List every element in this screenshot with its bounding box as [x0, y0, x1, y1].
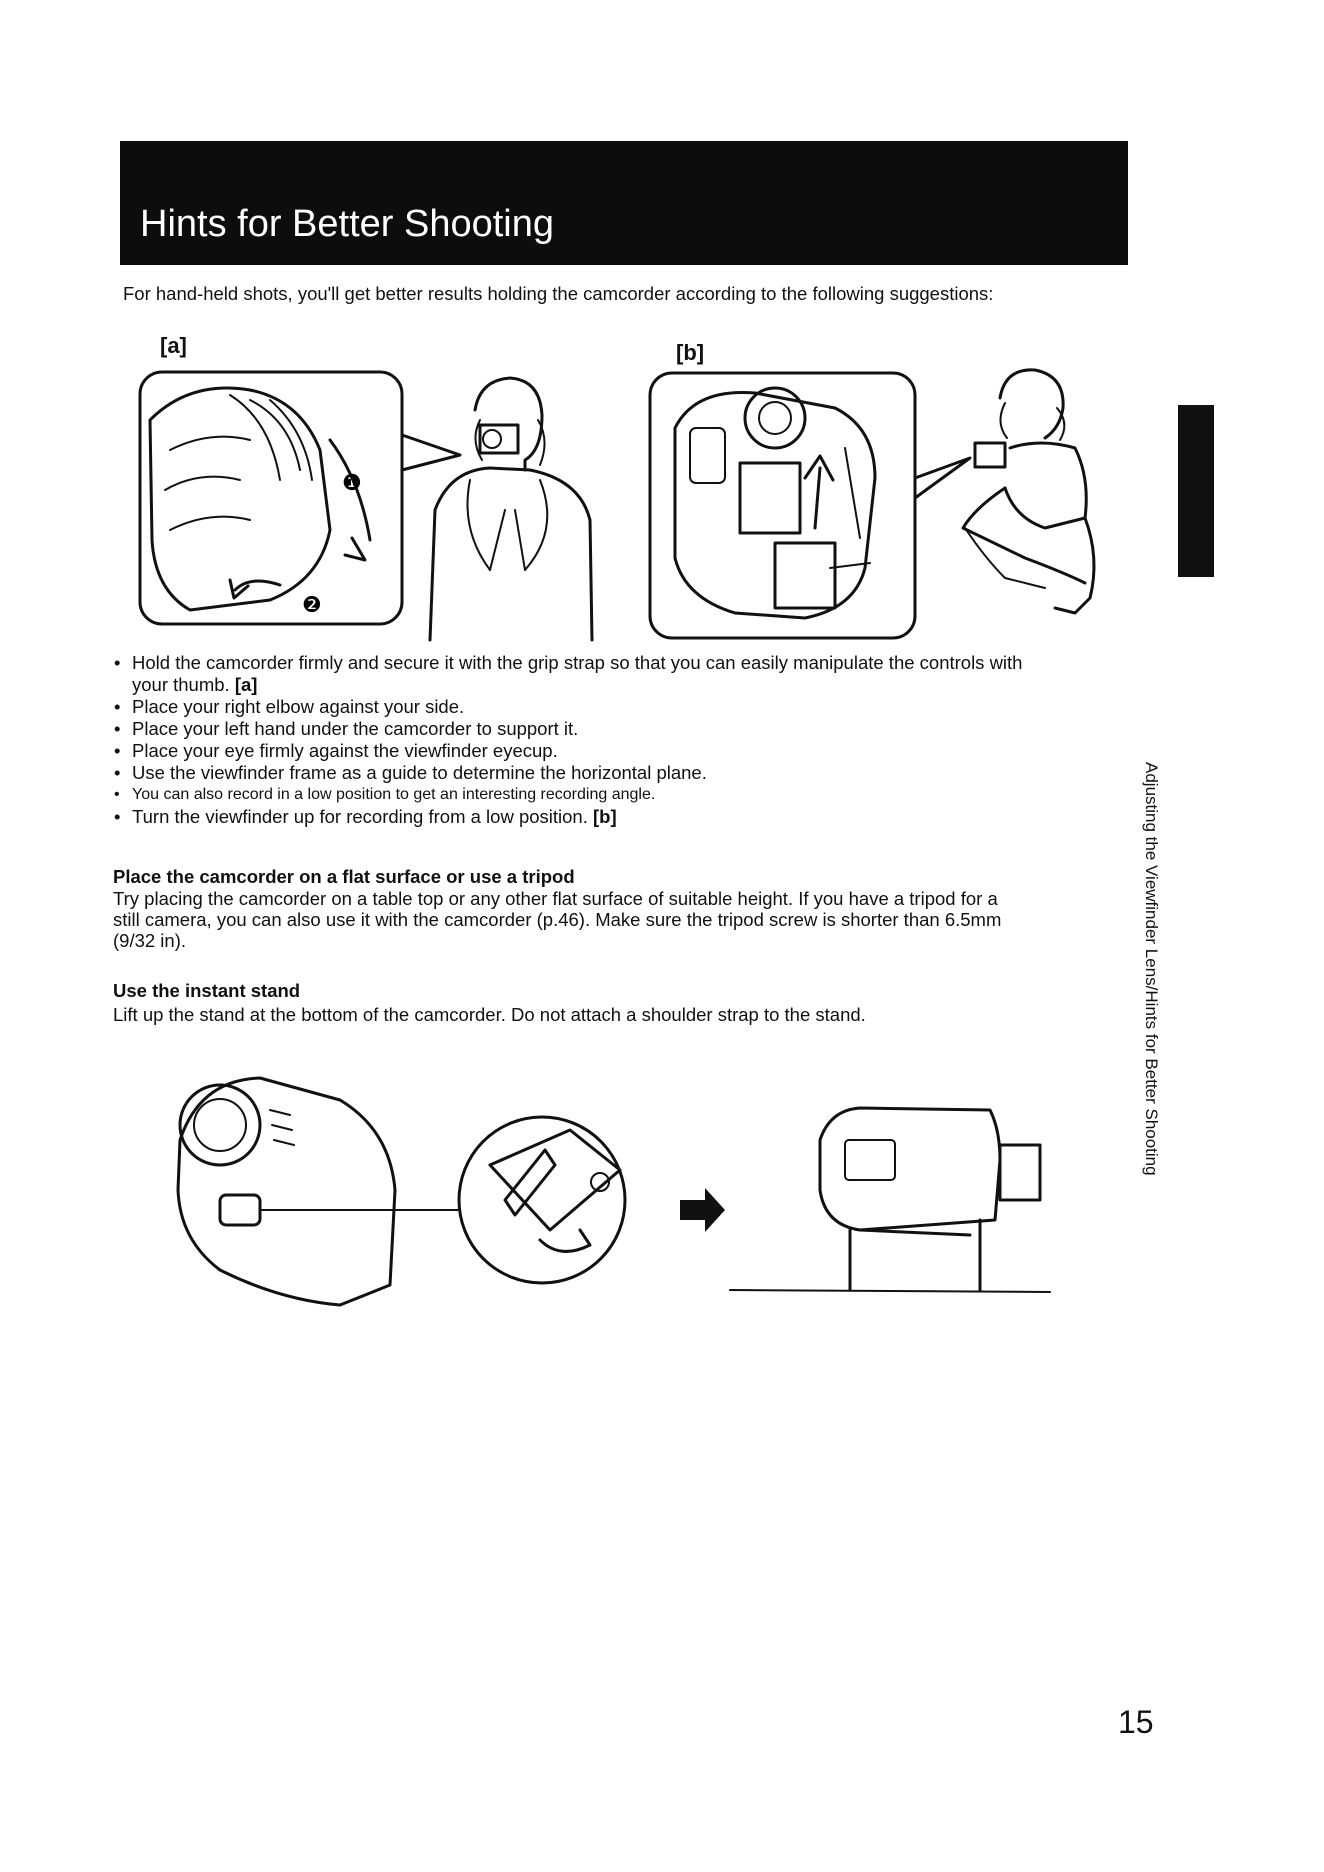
bullet-text: Place your left hand under the camcorder to support it.: [132, 718, 579, 739]
body-line: Try placing the camcorder on a table top or any other flat surface of suitable height. If you have a tripod for a: [113, 888, 998, 909]
list-item: [120, 740, 1120, 762]
body-line: Lift up the stand at the bottom of the camcorder. Do not attach a shoulder strap to the stand.: [113, 1004, 866, 1025]
section-heading-tripod: Place the camcorder on a flat surface or use a tripod: [113, 866, 575, 887]
bullet-text: Place your eye firmly against the viewfinder eyecup.: [132, 740, 558, 761]
side-tab-text: Adjusting the Viewfinder Lens/Hints for Better Shooting: [1142, 762, 1161, 1176]
bullet-text: You can also record in a low position to get an interesting recording angle.: [132, 786, 656, 803]
bullet-text: Place your right elbow against your side.: [132, 696, 465, 717]
figure-ref: [a]: [234, 674, 258, 695]
camcorder-icon: [480, 425, 518, 453]
inset-frame-b: [650, 373, 915, 638]
figure-b-illustration: [645, 368, 1105, 658]
figure-a-label: [a]: [160, 333, 187, 358]
step-2-marker: ❷: [302, 593, 322, 618]
inset-frame-a: [140, 372, 402, 624]
instant-stand-illustration: [160, 1070, 1080, 1310]
figure-b-label: [b]: [676, 340, 705, 365]
page-title: Hints for Better Shooting: [140, 203, 554, 245]
body-line: (9/32 in).: [113, 930, 187, 951]
camcorder-underside: [178, 1078, 395, 1305]
list-item: [120, 652, 1120, 696]
bullet-text: Turn the viewfinder up for recording from a low position.: [132, 806, 588, 827]
stand-closeup-marker: [220, 1195, 260, 1225]
list-item: [120, 762, 1120, 784]
hint-list: [120, 652, 1120, 828]
figure-ref: [b]: [593, 806, 617, 827]
right-arrow-icon: [680, 1188, 725, 1232]
list-item: [120, 696, 1120, 718]
side-tab-marker: [1178, 405, 1214, 577]
camcorder-on-stand: [820, 1108, 1000, 1230]
step-1-marker: ❶: [342, 471, 362, 496]
figure-a-illustration: [130, 360, 610, 650]
section-body-tripod: [113, 888, 1113, 951]
lens-icon: [180, 1085, 260, 1165]
body-line: still camera, you can also use it with the camcorder (p.46). Make sure the tripod screw is shorter than 6.5mm: [113, 909, 1002, 930]
section-body-stand: [113, 1004, 1113, 1025]
bullet-text: Hold the camcorder firmly and secure it with the grip strap so that you can easily manipulate the controls with: [132, 652, 1023, 673]
title-bar: [120, 141, 1128, 265]
intro-text: For hand-held shots, you'll get better results holding the camcorder according to the following suggestions:: [123, 283, 994, 304]
camcorder-small-icon: [975, 443, 1005, 467]
list-item: [120, 806, 1120, 828]
bullet-text: your thumb.: [132, 674, 230, 695]
bullet-text: Use the viewfinder frame as a guide to determine the horizontal plane.: [132, 762, 707, 783]
section-heading-stand: Use the instant stand: [113, 980, 301, 1001]
list-item: [120, 718, 1120, 740]
list-item: [120, 784, 1120, 806]
page-number: 15: [1118, 1704, 1154, 1740]
